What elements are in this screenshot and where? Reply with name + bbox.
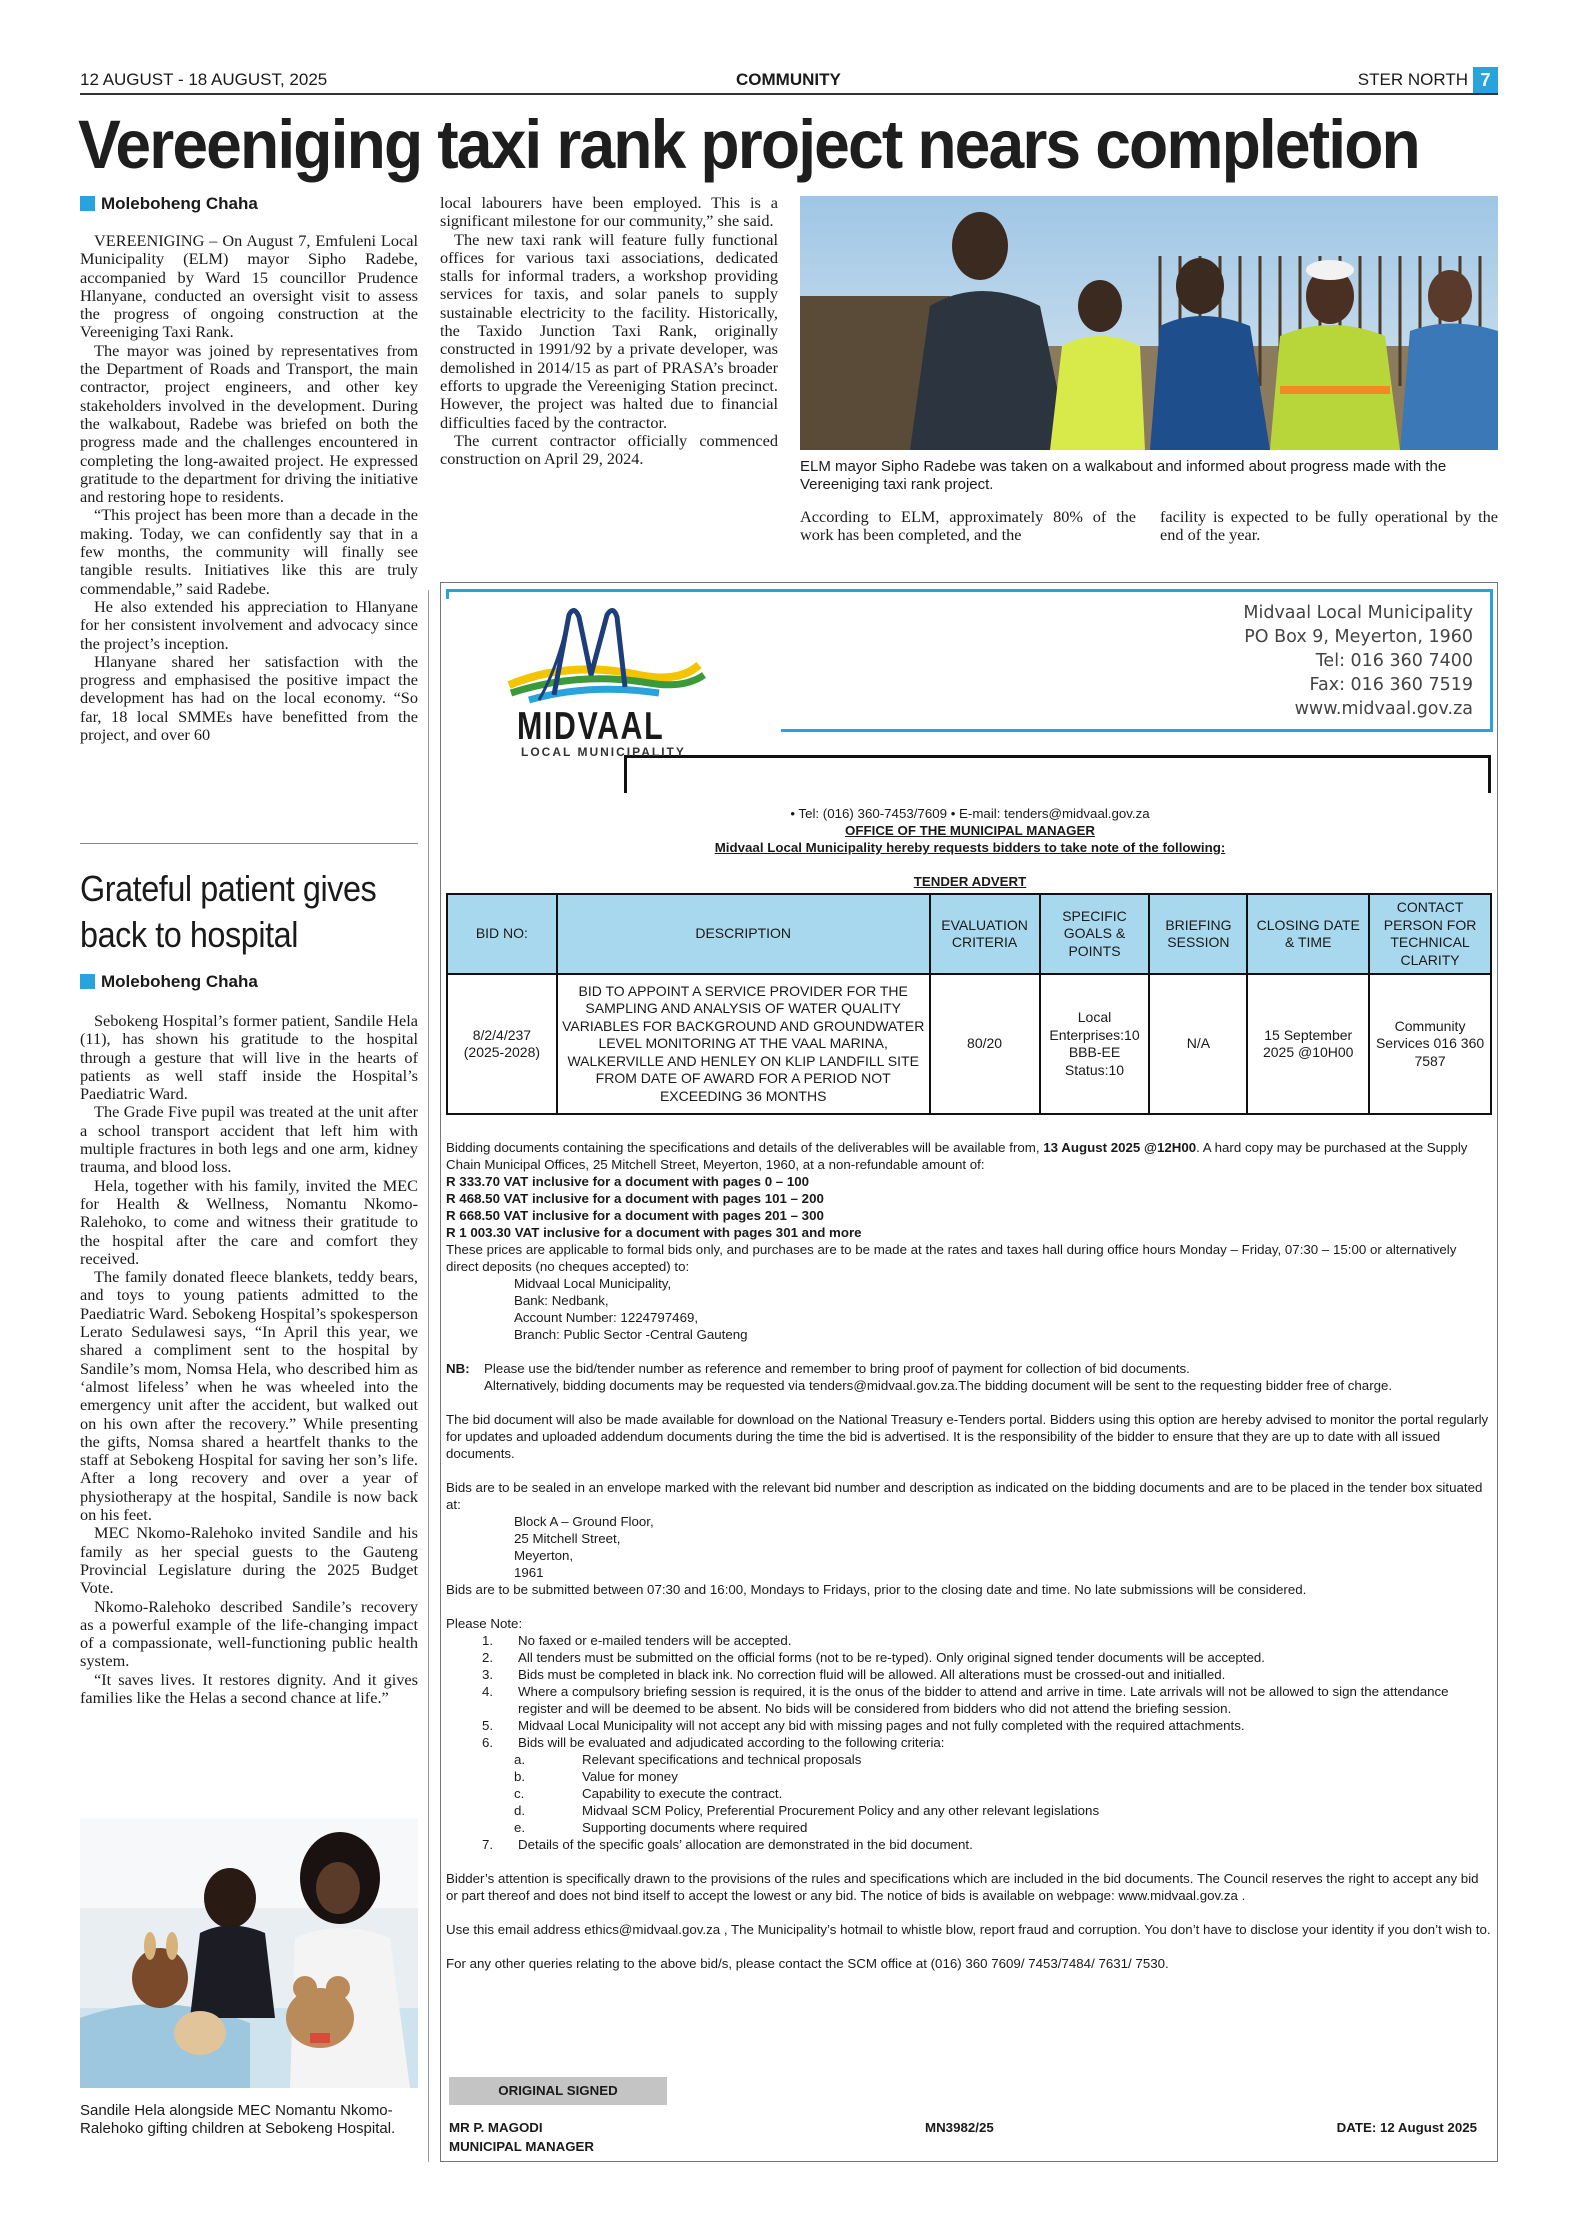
address-line: Tel: 016 360 7400 bbox=[1315, 651, 1473, 671]
note-number: 4. bbox=[482, 1684, 494, 1699]
criteria-item bbox=[446, 1802, 1492, 1819]
article1-column4: facility is expected to be fully operational by the end of the year. bbox=[1160, 507, 1498, 545]
table-header-row bbox=[447, 894, 1491, 974]
price-line: R 468.50 VAT inclusive for a document with pages 101 – 200 bbox=[446, 1191, 824, 1206]
queries-text: For any other queries relating to the above bid/s, please contact the SCM office at (016) 360 7609/ 7453/7484/ 7631/ 7530. bbox=[446, 1956, 1169, 1971]
criteria-text: Relevant specifications and technical proposals bbox=[582, 1752, 862, 1767]
byline-article2 bbox=[80, 972, 258, 992]
midvaal-tender-advert bbox=[440, 582, 1498, 2162]
note-text: No faxed or e-mailed tenders will be accepted. bbox=[518, 1633, 792, 1648]
criteria-item bbox=[446, 1819, 1492, 1836]
byline-square-icon bbox=[80, 974, 95, 989]
note-text: Where a compulsory briefing session is required, it is the onus of the bidder to attend and arrive in time. Late arrivals will not be allowed to sign the attendance register and will be deemed to be absent. No bids will be considered from bidders who did not attend the briefing session. bbox=[518, 1684, 1449, 1716]
article1-column3: According to ELM, approximately 80% of the work has been completed, and the bbox=[800, 507, 1136, 545]
note-text: Details of the specific goals’ allocation are demonstrated in the bid document. bbox=[518, 1837, 973, 1852]
criteria-letter: c. bbox=[514, 1786, 525, 1801]
col-header-bid-no: BID NO: bbox=[447, 894, 557, 974]
frame-line-tick bbox=[446, 589, 449, 599]
article-separator bbox=[80, 843, 418, 844]
tender-advert-title: TENDER ADVERT bbox=[913, 874, 1027, 889]
article1-paragraph: The new taxi rank will feature fully functional offices for various taxi associations, dedicated stalls for informal traders, a workshop providing services for taxis, and solar panels to supply sustainable electricity to the facility. Historically, the Taxido Junction Taxi Rank, originally constructed in 1991/92 by a private developer, was demolished in 2014/15 as part of PRASA’s broader efforts to upgrade the Vereeniging Station precinct. However, the project was halted due to financial difficulties faced by the contractor. bbox=[440, 229, 778, 432]
advert-reference: MN3982/25 bbox=[925, 2120, 994, 2135]
cell-bid-no: 8/2/4/237 (2025-2028) bbox=[447, 974, 557, 1114]
article2-paragraph: The family donated fleece blankets, teddy bears, and toys to young patients admitted to the Paediatric Ward. Sebokeng Hospital’s spokesperson Lerato Sedulawesi says, “In April this year, we shared a compliment sent to the hospital by Sandile’s mom, Nomsa Hela, who described him as ‘almost lifeless’ when he was wheeled into the emergency unit after the accident, but walked out on his own after the recovery.” While presenting the gifts, Nomsa shared a heartfelt thanks to the staff at Sebokeng Hospital for saving her son’s life. After a long recovery and over a year of physiotherapy at the hospital, Sandile is now back on his feet. bbox=[80, 1267, 418, 1525]
byline-name: Moleboheng Chaha bbox=[101, 194, 258, 213]
address-line: Block A – Ground Floor, bbox=[514, 1514, 654, 1529]
note-item bbox=[446, 1734, 1492, 1751]
byline-square-icon bbox=[80, 196, 95, 211]
price-line: R 333.70 VAT inclusive for a document with pages 0 – 100 bbox=[446, 1174, 810, 1189]
note-item bbox=[446, 1683, 1492, 1717]
advert-date: DATE: 12 August 2025 bbox=[1336, 2120, 1477, 2135]
address-line: Midvaal Local Municipality bbox=[1243, 603, 1473, 623]
criteria-text: Value for money bbox=[582, 1769, 678, 1784]
sealed-text: Bids are to be sealed in an envelope marked with the relevant bid number and description as indicated on the bidding documents and are to be placed in the tender box situated at: bbox=[446, 1480, 1483, 1512]
criteria-text: Supporting documents where required bbox=[582, 1820, 808, 1835]
midvaal-logo bbox=[499, 605, 709, 759]
note-text: Midvaal Local Municipality will not accept any bid with missing pages and not fully completed with the required attachments. bbox=[518, 1718, 1245, 1733]
criteria-text: Capability to execute the contract. bbox=[582, 1786, 783, 1801]
article1-paragraph: “This project has been more than a decade in the making. Today, we can confidently say that in a few months, the community will finally see tangible results. Initiatives like this are truly commendable,” said Radebe. bbox=[80, 505, 418, 598]
nb-block bbox=[446, 1360, 1492, 1394]
note-item bbox=[446, 1666, 1492, 1683]
bank-details bbox=[446, 1275, 1492, 1343]
address-line: Meyerton, bbox=[514, 1548, 574, 1563]
bank-line: Midvaal Local Municipality, bbox=[514, 1276, 672, 1291]
frame-line-blue-bottom bbox=[781, 729, 1493, 732]
section-name: COMMUNITY bbox=[736, 70, 841, 89]
criteria-item bbox=[446, 1768, 1492, 1785]
article1-paragraph: The mayor was joined by representatives from the Department of Roads and Transport, the main contractor, project engineers, and other key stakeholders involved in the development. During the walkabout, Radebe was briefed on both the progress made and the challenges encountered in completing the long-awaited project. He expressed gratitude to the department for driving the initiative and restoring hope to residents. bbox=[80, 340, 418, 507]
note-item bbox=[446, 1632, 1492, 1649]
article2-paragraph: The Grade Five pupil was treated at the unit after a school transport accident that left him with multiple fractures in both legs and one arm, kidney trauma, and blood loss. bbox=[80, 1102, 418, 1177]
bank-line: Bank: Nedbank, bbox=[514, 1293, 609, 1308]
issue-date: 12 AUGUST - 18 AUGUST, 2025 bbox=[80, 70, 328, 89]
article1-column1 bbox=[80, 232, 418, 744]
col-header-briefing: BRIEFING SESSION bbox=[1149, 894, 1247, 974]
price-line: R 668.50 VAT inclusive for a document with pages 201 – 300 bbox=[446, 1208, 824, 1223]
availability-date: 13 August 2025 @12H00 bbox=[1043, 1140, 1197, 1155]
frame-line-black-right bbox=[1488, 755, 1491, 793]
ethics-text: Use this email address ethics@midvaal.gov.za , The Municipality’s hotmail to whistle blow, report fraud and corruption. You don’t have to disclose your identity if you don’t wish to. bbox=[446, 1922, 1491, 1937]
note-number: 1. bbox=[482, 1633, 494, 1648]
page-number: 7 bbox=[1473, 67, 1498, 93]
article2-paragraph: Nkomo-Ralehoko described Sandile’s recovery as a powerful example of the life-changing impact of a compassionate, well-functioning public health system. bbox=[80, 1596, 418, 1671]
criteria-item bbox=[446, 1785, 1492, 1802]
taxi-rank-walkabout-photo bbox=[800, 196, 1498, 450]
original-signed-box: ORIGINAL SIGNED bbox=[449, 2077, 667, 2105]
address-line: PO Box 9, Meyerton, 1960 bbox=[1244, 627, 1473, 647]
note-number: 6. bbox=[482, 1735, 494, 1750]
tender-box-address bbox=[446, 1513, 1492, 1581]
article1-paragraph: local labourers have been employed. This is a significant milestone for our community,” she said. bbox=[440, 193, 778, 231]
col-header-evaluation: EVALUATION CRITERIA bbox=[930, 894, 1040, 974]
address-line: 1961 bbox=[514, 1565, 544, 1580]
etenders-text: The bid document will also be made available for download on the National Treasury e-Tenders portal. Bidders using this option are hereby advised to monitor the portal regularly for updates and uploaded addendum documents during the time the bid is advertised. It is the responsibility of the bidder to ensure that they are up to date with all issued documents. bbox=[446, 1412, 1489, 1461]
prices-note: These prices are applicable to formal bids only, and purchases are to be made at the rates and taxes hall during office hours Monday – Friday, 07:30 – 15:00 or alternatively direct deposits (no cheques accepted) to: bbox=[446, 1242, 1457, 1274]
hospital-photo-caption: Sandile Hela alongside MEC Nomantu Nkomo-Ralehoko gifting children at Sebokeng Hospital. bbox=[80, 2102, 396, 2137]
headline-line: back to hospital bbox=[80, 914, 298, 955]
headline-taxi-rank: Vereeniging taxi rank project nears completion bbox=[78, 106, 1419, 183]
article2-paragraph: “It saves lives. It restores dignity. And it gives families like the Helas a second chance at life.” bbox=[80, 1669, 418, 1707]
nb-label: NB: bbox=[446, 1361, 470, 1376]
bank-line: Branch: Public Sector -Central Gauteng bbox=[514, 1327, 748, 1342]
publication-name: STER NORTH bbox=[1357, 70, 1468, 89]
taxi-rank-photo-caption: ELM mayor Sipho Radebe was taken on a walkabout and informed about progress made with the Vereeniging taxi rank project. bbox=[800, 458, 1447, 493]
headline-line: Grateful patient gives bbox=[80, 868, 377, 909]
article2-body bbox=[80, 1012, 418, 1707]
note-item bbox=[446, 1836, 1492, 1853]
col-header-description: DESCRIPTION bbox=[557, 894, 930, 974]
note-number: 3. bbox=[482, 1667, 494, 1682]
address-line: 25 Mitchell Street, bbox=[514, 1531, 621, 1546]
nb-line: Alternatively, bidding documents may be requested via tenders@midvaal.gov.za.The bidding document will be sent to the requesting bidder free of charge. bbox=[484, 1378, 1393, 1393]
bank-line: Account Number: 1224797469, bbox=[514, 1310, 699, 1325]
note-text: Bids must be completed in black ink. No correction fluid will be allowed. All alterations must be crossed-out and initialled. bbox=[518, 1667, 1226, 1682]
please-note-label: Please Note: bbox=[446, 1616, 523, 1631]
manager-title: MUNICIPAL MANAGER bbox=[449, 2139, 595, 2154]
note-number: 7. bbox=[482, 1837, 494, 1852]
note-item bbox=[446, 1717, 1492, 1734]
frame-line-black-left bbox=[624, 755, 627, 793]
col-header-contact: CONTACT PERSON FOR TECHNICAL CLARITY bbox=[1369, 894, 1491, 974]
byline-article1 bbox=[80, 194, 258, 214]
ad-contact-line: • Tel: (016) 360-7453/7609 • E-mail: tenders@midvaal.gov.za bbox=[790, 806, 1150, 821]
article1-column2 bbox=[440, 194, 778, 468]
availability-pre: Bidding documents containing the specifications and details of the deliverables will be available from, bbox=[446, 1140, 1040, 1155]
municipality-address bbox=[1243, 601, 1473, 721]
submit-hours: Bids are to be submitted between 07:30 and 16:00, Mondays to Fridays, prior to the closing date and time. No late submissions will be considered. bbox=[446, 1582, 1307, 1597]
headline-grateful-patient bbox=[80, 866, 376, 958]
cell-goals: Local Enterprises:10 BBB-EE Status:10 bbox=[1040, 974, 1150, 1114]
note-number: 2. bbox=[482, 1650, 494, 1665]
nb-line: Please use the bid/tender number as reference and remember to bring proof of payment for collection of bid documents. bbox=[484, 1361, 1190, 1376]
criteria-letter: b. bbox=[514, 1769, 526, 1784]
note-number: 5. bbox=[482, 1718, 494, 1733]
tender-table bbox=[446, 893, 1492, 1115]
ad-body bbox=[446, 1139, 1492, 1972]
note-text: All tenders must be submitted on the official forms (not to be re-typed). Only original signed tender documents will be accepted. bbox=[518, 1650, 1265, 1665]
note-item bbox=[446, 1649, 1492, 1666]
notes-list bbox=[446, 1632, 1492, 1853]
availability-text bbox=[446, 1139, 1492, 1173]
article2-paragraph: MEC Nkomo-Ralehoko invited Sandile and his family as her special guests to the Gauteng Provincial Legislature during the 2025 Budget Vote. bbox=[80, 1523, 418, 1598]
article2-paragraph: Hela, together with his family, invited the MEC for Health & Wellness, Nomantu Nkomo-Ralehoko, to come and witness their gratitude to the hospital after the care and comfort they received. bbox=[80, 1175, 418, 1268]
criteria-item bbox=[446, 1751, 1492, 1768]
column-rule bbox=[428, 590, 429, 2162]
cell-briefing: N/A bbox=[1149, 974, 1247, 1114]
article1-paragraph: He also extended his appreciation to Hlanyane for her consistent involvement and advocacy since the project’s inception. bbox=[80, 596, 418, 653]
address-line: Fax: 016 360 7519 bbox=[1309, 675, 1473, 695]
article1-paragraph: The current contractor officially commenced construction on April 29, 2024. bbox=[440, 430, 778, 469]
cell-closing: 15 September 2025 @10H00 bbox=[1247, 974, 1369, 1114]
availability-post: . A hard copy may be purchased at the Supply Chain Municipal Offices, 25 Mitchell Street, Meyerton, 1960, at a non-refundable amount of: bbox=[446, 1140, 1468, 1172]
address-line: www.midvaal.gov.za bbox=[1294, 699, 1473, 719]
criteria-letter: a. bbox=[514, 1752, 526, 1767]
col-header-closing: CLOSING DATE & TIME bbox=[1247, 894, 1369, 974]
criteria-letter: e. bbox=[514, 1820, 526, 1835]
byline-name: Moleboheng Chaha bbox=[101, 972, 258, 991]
attention-text: Bidder’s attention is specifically drawn to the provisions of the rules and specifications which are included in the bid documents. The Council reserves the right to accept any bid or part thereof and does not bind itself to accept the lowest or any bid. The notice of bids is available on webpage: www.midvaal.gov.za . bbox=[446, 1871, 1479, 1903]
request-heading: Midvaal Local Municipality hereby requests bidders to take note of the following: bbox=[714, 840, 1226, 855]
criteria-letter: d. bbox=[514, 1803, 526, 1818]
office-heading: OFFICE OF THE MUNICIPAL MANAGER bbox=[845, 823, 1095, 838]
manager-name: MR P. MAGODI bbox=[449, 2120, 543, 2135]
logo-subtitle: LOCAL MUNICIPALITY bbox=[521, 745, 686, 759]
cell-criteria: 80/20 bbox=[930, 974, 1040, 1114]
cell-description: BID TO APPOINT A SERVICE PROVIDER FOR THE SAMPLING AND ANALYSIS OF WATER QUALITY VARIABLES FOR BACKGROUND AND GROUNDWATER LEVEL MONITORING AT THE VAAL MARINA, WALKERVILLE AND HENLEY ON KLIP LANDFILL SITE FROM DATE OF AWARD FOR A PERIOD NOT EXCEEDING 36 MONTHS bbox=[557, 974, 930, 1114]
header-rule bbox=[80, 93, 1498, 95]
logo-wordmark: MIDVAAL bbox=[517, 705, 665, 748]
col-header-goals: SPECIFIC GOALS & POINTS bbox=[1040, 894, 1150, 974]
article1-paragraph: VEREENIGING – On August 7, Emfuleni Local Municipality (ELM) mayor Sipho Radebe, accompanied by Ward 15 councillor Prudence Hlanyane, conducted an oversight visit to assess the progress of ongoing construction at the Vereeniging Taxi Rank. bbox=[80, 231, 418, 342]
table-row bbox=[447, 974, 1491, 1114]
criteria-text: Midvaal SCM Policy, Preferential Procurement Policy and any other relevant legislations bbox=[582, 1803, 1100, 1818]
frame-line-black bbox=[624, 755, 1491, 758]
midvaal-logo-icon bbox=[499, 605, 709, 715]
cell-contact: Community Services 016 360 7587 bbox=[1369, 974, 1491, 1114]
article1-paragraph: Hlanyane shared her satisfaction with the progress and emphasised the positive impact the development has had on the local economy. “So far, 18 local SMMEs have benefitted from the project, and over 60 bbox=[80, 651, 418, 745]
hospital-gift-photo bbox=[80, 1818, 418, 2088]
article2-paragraph: Sebokeng Hospital’s former patient, Sandile Hela (11), has shown his gratitude to the hospital through a gesture that will live in the hearts of patients as well staff inside the Hospital’s Paediatric Ward. bbox=[80, 1011, 418, 1104]
note-text: Bids will be evaluated and adjudicated according to the following criteria: bbox=[518, 1735, 945, 1750]
page-header bbox=[80, 70, 1498, 92]
price-line: R 1 003.30 VAT inclusive for a document with pages 301 and more bbox=[446, 1225, 862, 1240]
